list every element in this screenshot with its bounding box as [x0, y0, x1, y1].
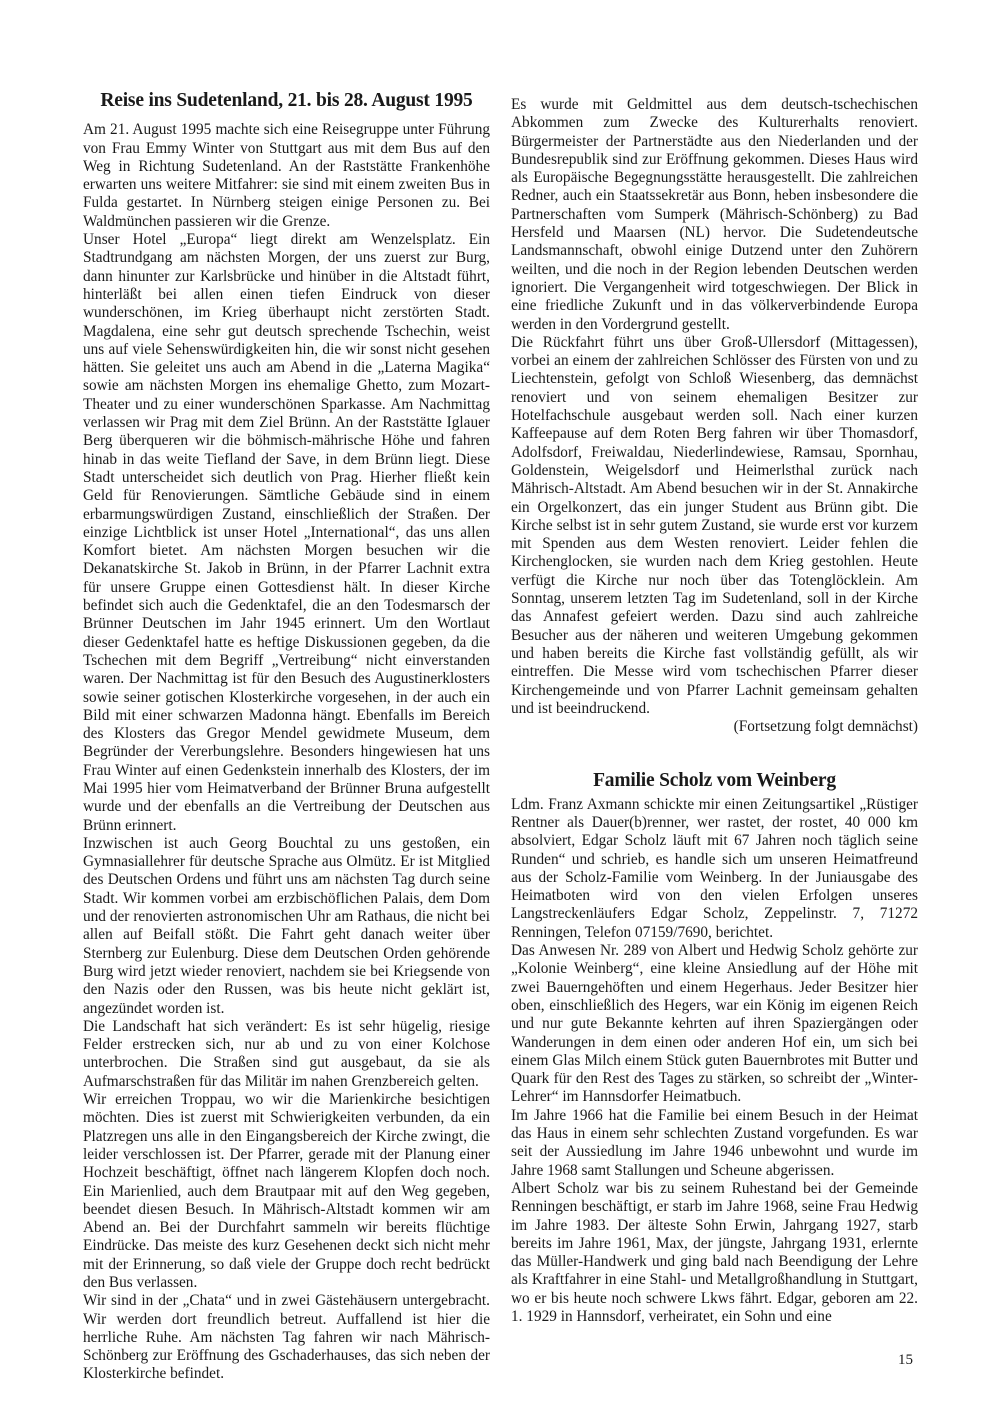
right-column [511, 96, 918, 1326]
article1-paragraph: Am 21. August 1995 machte sich eine Reisegruppe unter Führung von Frau Emmy Winter von Stuttgart aus mit dem Bus auf den Weg in Richtung Sudetenland. An der Raststätte Frankenhöhe erwarten uns weitere Mitfahrer: sie sind mit einem zweiten Bus in Fulda gestartet. In Nürnberg steigen einige Personen zu. Bei Waldmünchen passieren wir die Grenze. [83, 121, 490, 230]
page-number: 15 [898, 1352, 913, 1368]
article1-paragraph: Es wurde mit Geldmittel aus dem deutsch-tschechischen Abkommen zum Zwecke des Kulturerhalts renoviert. Bürgermeister der Partnerstädte aus den Niederlanden und der Bundesrepublik sind zur Eröffnung gekommen. Dieses Haus wird als Europäische Begegnungsstätte herausgestellt. Die zahlreichen Redner, auch ein Staatssekretär aus Bonn, heben insbesondere die Partnerschaften vom Sumperk (Mährisch-Schönberg) zu Bad Hersfeld und Maarsen (NL) hervor. Die Sudetendeutsche Landsmannschaft, obwohl einige Dutzend unter den Zuhörern weilten, und die noch in der Region lebenden Deutschen werden ignoriert. Die Vergangenheit wird totgeschwiegen. Der Blick in eine friedliche Zukunft und in das völkerverbindende Europa werden in den Vordergrund gestellt. [511, 96, 918, 333]
article1-paragraph: Unser Hotel „Europa“ liegt direkt am Wenzelsplatz. Ein Stadtrundgang am nächsten Morgen, der uns zuerst zur Burg, dann hinunter zur Karlsbrücke und hinüber in die Altstadt führt, hinterläßt bei allen einen tiefen Eindruck von dieser wunderschönen, im Krieg überhaupt nicht zerstörten Stadt. Magdalena, eine sehr gut deutsch sprechende Tschechin, weist uns auf viele Sehenswürdigkeiten hin, die wir sonst nicht gesehen hätten. Sie geleitet uns auch am Abend in die „Laterna Magika“ sowie am nächsten Morgen ins ehemalige Ghetto, zum Mozart-Theater und zu einer wunderschönen Sparkasse. Am Nachmittag verlassen wir Prag mit dem Ziel Brünn. An der Raststätte Iglauer Berg überqueren wir die böhmisch-mährische Höhe und fahren hinab in das weite Tiefland der Save, in dem Brünn liegt. Diese Stadt unterscheidet sich deutlich von Prag. Hierher fließt kein Geld für Renovierungen. Sämtliche Gebäude sind in einem erbarmungswürdigen Zustand, einschließlich der Straßen. Der einzige Lichtblick ist unser Hotel „International“, das uns allen Komfort bietet. Am nächsten Morgen besuchen wir die Dekanatskirche St. Jakob in Brünn, in der Pfarrer Lachnit extra für unsere Gruppe einen Gottesdienst hält. In dieser Kirche befindet sich auch die Gedenktafel, die an den Todesmarsch der Brünner Deutschen im Jahr 1945 erinnert. Um den Wortlaut dieser Gedenktafel hatte es heftige Diskussionen gegeben, da die Tschechen mit dem Begriff „Vertreibung“ nicht einverstanden waren. Der Nachmittag ist für den Besuch des Augustinerklosters sowie seiner gotischen Klosterkirche vorgesehen, in der auch ein Bild mit einer schwarzen Madonna hängt. Ebenfalls im Bereich des Klosters das Gregor Mendel gewidmete Museum, dem Begründer der Vererbungslehre. Besonders hingewiesen hat uns Frau Winter auf einen Gedenkstein innerhalb des Klosters, der im Mai 1995 hier vom Heimatverband der Brünner Bruna aufgestellt wurde und der ebenfalls an die Vertreibung der Deutschen aus Brünn erinnert. [83, 231, 490, 834]
article1-paragraph: Wir sind in der „Chata“ und in zwei Gästehäusern untergebracht. Wir werden dort freundlich betreut. Auffallend ist hier die herrliche Ruhe. Am nächsten Tag fahren wir nach Mährisch-Schönberg zur Eröffnung des Gschaderhauses, das sich neben der Klosterkirche befindet. [83, 1292, 490, 1383]
article1-paragraph: Die Rückfahrt führt uns über Groß-Ullersdorf (Mittagessen), vorbei an einem der zahlreichen Schlösser des Fürsten von und zu Liechtenstein, gefolgt von Schloß Wiesenberg, das demnächst renoviert und von seinem ehemaligen Besitzer zur Hotelfachschule ausgebaut werden soll. Nach einer kurzen Kaffeepause auf dem Roten Berg fahren wir über Thomasdorf, Adolfsdorf, Freiwaldau, Niederlindewiese, Ramsau, Spornhau, Goldenstein, Weigelsdorf und Heimerlsthal zurück nach Mährisch-Altstadt. Am Abend besuchen wir in der St. Annakirche ein Orgelkonzert, das ein junger Student aus Brünn gibt. Die Kirche selbst ist in sehr gutem Zustand, sie wurde erst vor kurzem mit Spenden aus dem Westen renoviert. Leider fehlen die Kirchenglocken, sie wurden nach dem Krieg gestohlen. Heute verfügt die Kirche nur noch über das Totenglöcklein. Am Sonntag, unserem letzten Tag im Sudetenland, soll in der Kirche das Annafest gefeiert werden. Dazu sind auch zahlreiche Besucher aus der näheren und weiteren Umgebung gekommen und haben bereits die Kirche fast vollständig gefüllt, als wir eintreffen. Die Messe wird vom tschechischen Pfarrer dieser Kirchengemeinde und von Pfarrer Lachnit gemeinsam gehalten und ist beeindruckend. [511, 333, 918, 717]
article2-paragraph: Im Jahre 1966 hat die Familie bei einem Besuch in der Heimat das Haus in einem sehr schlechten Zustand vorgefunden. Es war seit der Aussiedlung im Jahre 1946 unbewohnt und wurde im Jahre 1968 samt Stallungen und Scheune abgerissen. [511, 1106, 918, 1179]
article1-paragraph: Inzwischen ist auch Georg Bouchtal zu uns gestoßen, ein Gymnasiallehrer für deutsche Sprache aus Olmütz. Er ist Mitglied des Deutschen Ordens und führt uns am nächsten Tag durch seine Stadt. Wir kommen vorbei am erzbischöflichen Palais, dem Dom und der renovierten astronomischen Uhr am Rathaus, die nicht bei allen auf Beifall stößt. Die Fahrt geht danach weiter über Sternberg zur Eulenburg. Diese dem Deutschen Orden gehörende Burg wird jetzt wieder renoviert, nachdem sie bei Kriegsende von den Nazis oder den Russen, was bis heute nicht geklärt ist, angezündet worden ist. [83, 834, 490, 1017]
section-spacer [511, 736, 918, 772]
article2-paragraph: Albert Scholz war bis zu seinem Ruhestand bei der Gemeinde Renningen beschäftigt, er starb im Jahre 1968, seine Frau Hedwig im Jahre 1983. Der älteste Sohn Erwin, Jahrgang 1927, starb bereits im Jahre 1961, Max, der jüngste, Jahrgang 1931, erlernte das Müller-Handwerk und ging bald nach Beendigung der Lehre als Kraftfahrer in eine Stahl- und Metallgroßhandlung in Stuttgart, wo er bis heute noch schwere Lkws fährt. Edgar, geboren am 22. 1. 1929 in Hannsdorf, verheiratet, ein Sohn und eine [511, 1179, 918, 1325]
article2-title: Familie Scholz vom Weinberg [593, 770, 836, 792]
article1-title: Reise ins Sudetenland, 21. bis 28. August 1995 [100, 90, 473, 111]
article1-paragraph: Wir erreichen Troppau, wo wir die Marienkirche besichtigen möchten. Dies ist zuerst mit Schwierigkeiten verbunden, da ein Platzregen uns alle in den Eingangsbereich der Kirche zwingt, die leider verschlossen ist. Der Pfarrer, gerade mit der Planung einer Hochzeit beschäftigt, öffnet nach längerem Klopfen doch noch. Ein Marienlied, auch dem Brautpaar mit auf den Weg gegeben, beendet diesen Besuch. In Mährisch-Altstadt kommen wir am Abend an. Bei der Durchfahrt sammeln wir bereits flüchtige Eindrücke. Das meiste des kurz Gesehenen deckt sich nicht mehr mit der Erinnerung, so daß viele der Gruppe doch recht bedrückt den Bus verlassen. [83, 1091, 490, 1291]
left-column [83, 92, 490, 1384]
article2-paragraph: Ldm. Franz Axmann schickte mir einen Zeitungsartikel „Rüstiger Rentner als Dauer(b)renner, wer rastet, der rostet, 40 000 km absolviert, Edgar Scholz läuft mit 67 Jahren noch täglich seine Runden“ und schrieb, es handle sich um unseren Heimatfreund aus der Scholz-Familie vom Weinberg. In der Juniausgabe des Heimatboten wird von den vielen Erfolgen unseres Langstreckenläufers Edgar Scholz, Zeppelinstr. 7, 71272 Renningen, Telefon 07159/7690, berichtet. [511, 795, 918, 941]
continuation-note: (Fortsetzung folgt demnächst) [733, 718, 918, 736]
article2-paragraph: Das Anwesen Nr. 289 von Albert und Hedwig Scholz gehörte zur „Kolonie Weinberg“, eine kleine Ansiedlung auf der Höhe mit zwei Bauerngehöften und einem Hegerhaus. Jeder Besitzer hier oben, einschließlich des Hegers, war ein König im eigenen Reich und nur gute Bekannte kehrten auf ihren Spaziergängen oder Wanderungen in dem einen oder anderen Hof ein, um sich bei einem Glas Milch einem Stück guten Bauernbrotes mit Butter und Quark für den Rest des Tages zu stärken, so schreibt der „Winter-Lehrer“ im Hannsdorfer Heimatbuch. [511, 942, 918, 1106]
article1-paragraph: Die Landschaft hat sich verändert: Es ist sehr hügelig, riesige Felder erstrecken sich, nur ab und zu von einer Kolchose unterbrochen. Die Straßen sind gut ausgebaut, da sie als Aufmarschstraßen für das Militär im nahen Grenzbereich gelten. [83, 1017, 490, 1090]
